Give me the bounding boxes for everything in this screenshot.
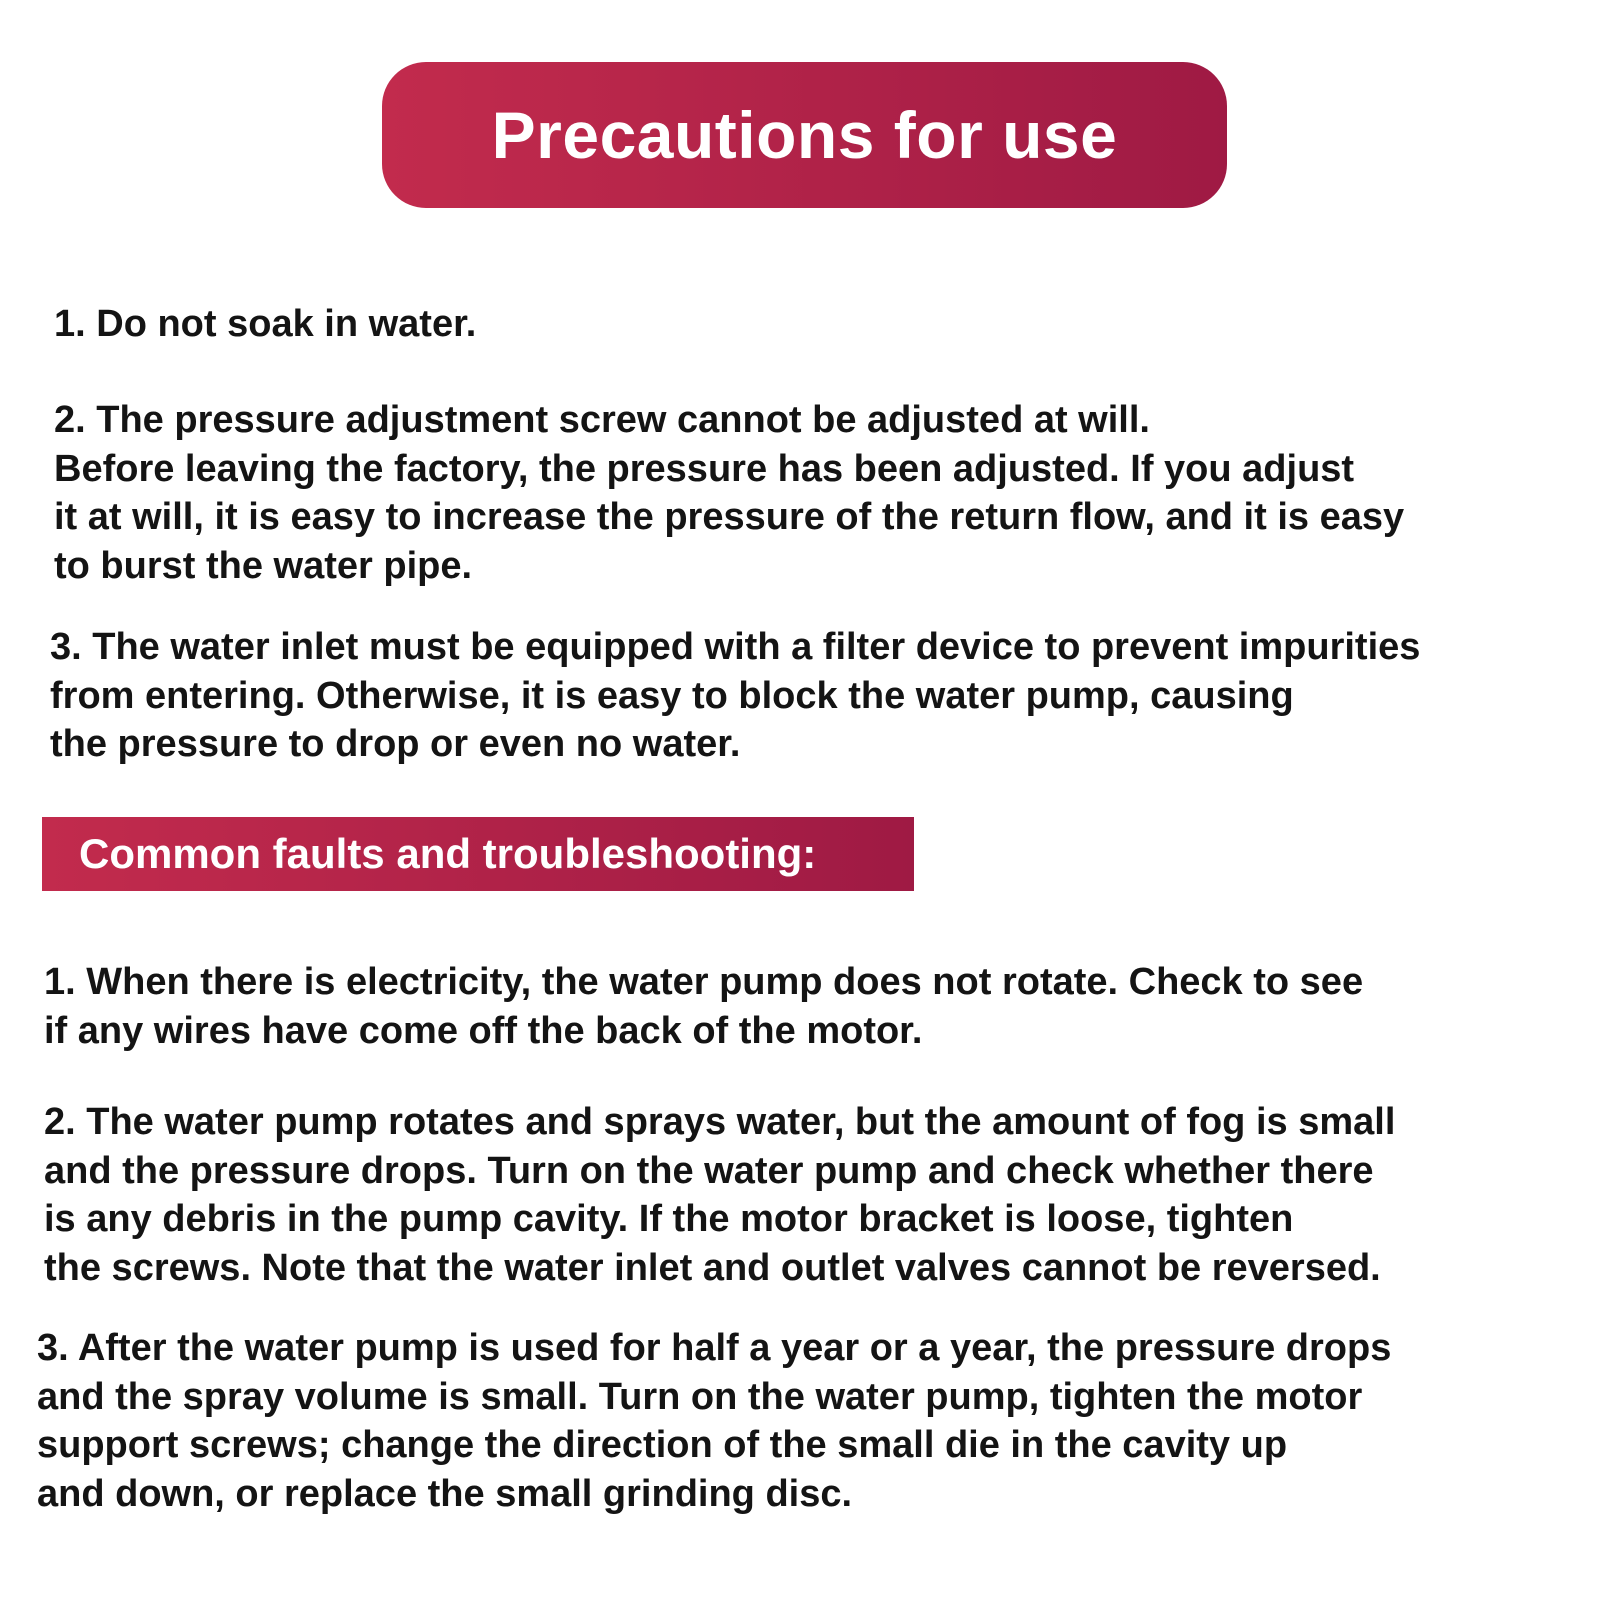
section-heading: Common faults and troubleshooting: [79,830,817,877]
fault-2-line-2: and the pressure drops. Turn on the water pump and check whether there [44,1149,1374,1192]
precaution-item-1 [54,300,476,349]
fault-3-line-1: 3. After the water pump is used for half a year or a year, the pressure drops [37,1327,1392,1369]
fault-3-line-3: support screws; change the direction of the small die in the cavity up [37,1424,1288,1466]
fault-item-2 [44,1098,1395,1292]
fault-2-line-3: is any debris in the pump cavity. If the motor bracket is loose, tighten [44,1198,1294,1240]
fault-1-line-1: 1. When there is electricity, the water pump does not rotate. Check to see [44,961,1364,1003]
precaution-3-line-1: 3. The water inlet must be equipped with a filter device to prevent impurities [50,626,1421,668]
fault-3-line-4: and down, or replace the small grinding disc. [37,1472,853,1515]
fault-2-line-1: 2. The water pump rotates and sprays water, but the amount of fog is small [44,1101,1396,1143]
precaution-item-3 [50,623,1420,769]
fault-2-line-4: the screws. Note that the water inlet and outlet valves cannot be reversed. [44,1246,1381,1289]
precaution-3-line-2: from entering. Otherwise, it is easy to block the water pump, causing [50,674,1294,717]
precaution-1-line-1: 1. Do not soak in water. [54,303,477,345]
fault-item-3 [37,1324,1391,1518]
precaution-3-line-3: the pressure to drop or even no water. [50,723,741,765]
fault-3-line-2: and the spray volume is small. Turn on the water pump, tighten the motor [37,1375,1363,1418]
section-banner [42,817,914,891]
precaution-2-line-4: to burst the water pipe. [54,544,473,587]
page-title: Precautions for use [491,98,1118,172]
precaution-2-line-1: 2. The pressure adjustment screw cannot be adjusted at will. [54,399,1150,441]
precaution-2-line-3: it at will, it is easy to increase the pressure of the return flow, and it is easy [54,496,1405,538]
fault-item-1 [44,958,1363,1055]
fault-1-line-2: if any wires have come off the back of the motor. [44,1009,923,1052]
precaution-item-2 [54,396,1404,590]
title-banner [382,62,1227,208]
precaution-2-line-2: Before leaving the factory, the pressure has been adjusted. If you adjust [54,447,1355,490]
